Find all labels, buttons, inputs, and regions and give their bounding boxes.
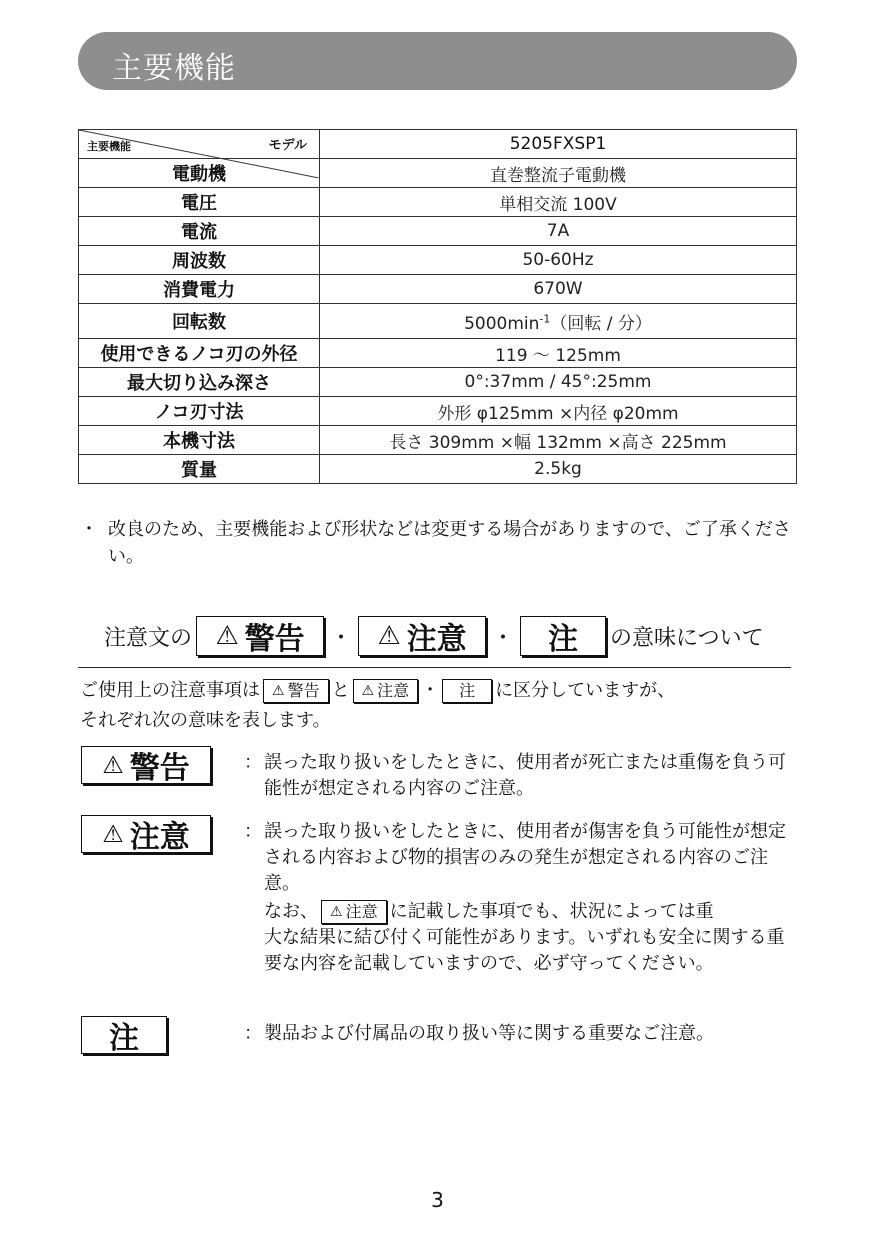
intro-line-2: それぞれ次の意味を表します。 — [80, 710, 331, 731]
table-row — [79, 339, 797, 368]
section-title-suffix: の意味について — [610, 625, 764, 651]
section-header-bar — [78, 32, 797, 90]
warning-badge-label: 警告 — [244, 622, 305, 657]
table-row — [79, 275, 797, 304]
section-title-prefix: 注意文の — [104, 625, 193, 651]
row-value: 2.5kg — [320, 455, 797, 484]
warning-badge — [196, 616, 324, 656]
intro-pre: ご使用上の注意事項は — [80, 680, 260, 701]
row-value: 外形 φ125mm ×内径 φ20mm — [320, 397, 797, 426]
divider — [78, 667, 791, 668]
caution-signal-word — [81, 815, 211, 853]
separator: ・ — [330, 625, 353, 651]
inline-caution-label: 注意 — [345, 902, 378, 921]
row-value: 直巻整流子電動機 — [320, 159, 797, 188]
inline-note-badge — [442, 679, 492, 703]
inline-caution-badge — [353, 679, 419, 703]
bullet: ・ — [80, 519, 98, 540]
table-header-row — [79, 130, 797, 159]
colon: ： — [244, 1023, 262, 1044]
row-value: 50-60Hz — [320, 246, 797, 275]
corner-label-model: モデル — [268, 138, 307, 153]
note-signal-label: 注 — [109, 1021, 139, 1056]
inline-warning-label: 警告 — [287, 681, 320, 700]
separator: ・ — [421, 680, 440, 701]
row-value: 119 ～ 125mm — [320, 339, 797, 368]
row-label: 電圧 — [79, 188, 320, 217]
specs-table — [78, 129, 797, 484]
section-title — [104, 614, 764, 658]
page-title: 主要機能 — [112, 51, 236, 86]
warning-signal-label: 警告 — [129, 751, 190, 786]
row-value: 0°:37mm / 45°:25mm — [320, 368, 797, 397]
table-corner-cell — [79, 130, 320, 159]
warning-definition-text: 誤った取り扱いをしたときに、使用者が死亡または重傷を負う可能性が想定される内容のご注意。 — [264, 752, 786, 799]
warning-triangle-icon: ⚠ — [102, 751, 124, 779]
table-row — [79, 217, 797, 246]
note-signal-word — [81, 1016, 167, 1054]
caution-extra-text: 大な結果に結び付く可能性があります。いずれも安全に関する重要な内容を記載していますので、必ず守ってください。 — [264, 927, 785, 974]
page-number: 3 — [431, 1188, 444, 1212]
warning-triangle-icon: ⚠ — [215, 621, 239, 651]
warning-triangle-icon: ⚠ — [102, 820, 124, 848]
intro-post: に区分していますが、 — [495, 680, 676, 701]
warning-triangle-icon: ⚠ — [272, 683, 285, 699]
note-definition-text: 製品および付属品の取り扱い等に関する重要なご注意。 — [264, 1023, 714, 1044]
inline-warning-badge — [263, 679, 329, 703]
note-badge — [520, 616, 606, 656]
colon: ： — [244, 821, 262, 842]
intro-paragraph — [80, 676, 800, 736]
inline-note-label: 注 — [459, 681, 476, 700]
caution-extra-line — [264, 899, 794, 925]
caution-badge-label: 注意 — [406, 622, 467, 657]
caution-badge — [358, 616, 486, 656]
row-label: 電流 — [79, 217, 320, 246]
model-number: 5205FXSP1 — [320, 130, 797, 159]
table-row — [79, 397, 797, 426]
row-value: 長さ 309mm ×幅 132mm ×高さ 225mm — [320, 426, 797, 455]
caution-extra-post: に記載した事項でも、状況によっては重 — [389, 901, 714, 922]
intro-line-1 — [80, 676, 800, 706]
inline-caution-label: 注意 — [377, 681, 410, 700]
inline-caution-badge — [321, 900, 387, 924]
row-label: 質量 — [79, 455, 320, 484]
row-value: 7A — [320, 217, 797, 246]
rpm-value: 5000min — [464, 313, 540, 334]
row-value: 670W — [320, 275, 797, 304]
separator: ・ — [492, 625, 515, 651]
table-row — [79, 246, 797, 275]
rpm-unit: （回転 / 分） — [550, 313, 652, 334]
warning-triangle-icon: ⚠ — [361, 683, 375, 699]
row-label: 最大切り込み深さ — [79, 368, 320, 397]
row-label: 電動機 — [79, 159, 320, 188]
table-row — [79, 368, 797, 397]
caution-definition-text: 誤った取り扱いをしたときに、使用者が傷害を負う可能性が想定される内容および物的損害のみの発生が想定される内容のご注意。 — [264, 821, 786, 894]
table-row — [79, 426, 797, 455]
note-badge-label: 注 — [548, 622, 579, 657]
row-label: 本機寸法 — [79, 426, 320, 455]
intro-and: と — [331, 680, 350, 701]
caution-extra-pre: なお、 — [264, 901, 318, 922]
rpm-exponent: -1 — [539, 311, 551, 325]
row-label: 使用できるノコ刃の外径 — [79, 339, 320, 368]
table-row — [79, 188, 797, 217]
row-label: ノコ刃寸法 — [79, 397, 320, 426]
colon: ： — [244, 752, 262, 773]
caution-signal-label: 注意 — [129, 820, 190, 855]
warning-triangle-icon: ⚠ — [377, 621, 401, 651]
note-text: 改良のため、主要機能および形状などは変更する場合がありますので、ご了承ください。 — [108, 519, 791, 567]
corner-label-functions: 主要機能 — [87, 140, 131, 153]
table-row — [79, 304, 797, 339]
warning-triangle-icon: ⚠ — [330, 904, 343, 920]
warning-signal-word — [81, 746, 211, 784]
row-value — [320, 304, 797, 339]
row-label: 周波数 — [79, 246, 320, 275]
row-label: 消費電力 — [79, 275, 320, 304]
row-value: 単相交流 100V — [320, 188, 797, 217]
table-row — [79, 455, 797, 484]
row-label: 回転数 — [79, 304, 320, 339]
